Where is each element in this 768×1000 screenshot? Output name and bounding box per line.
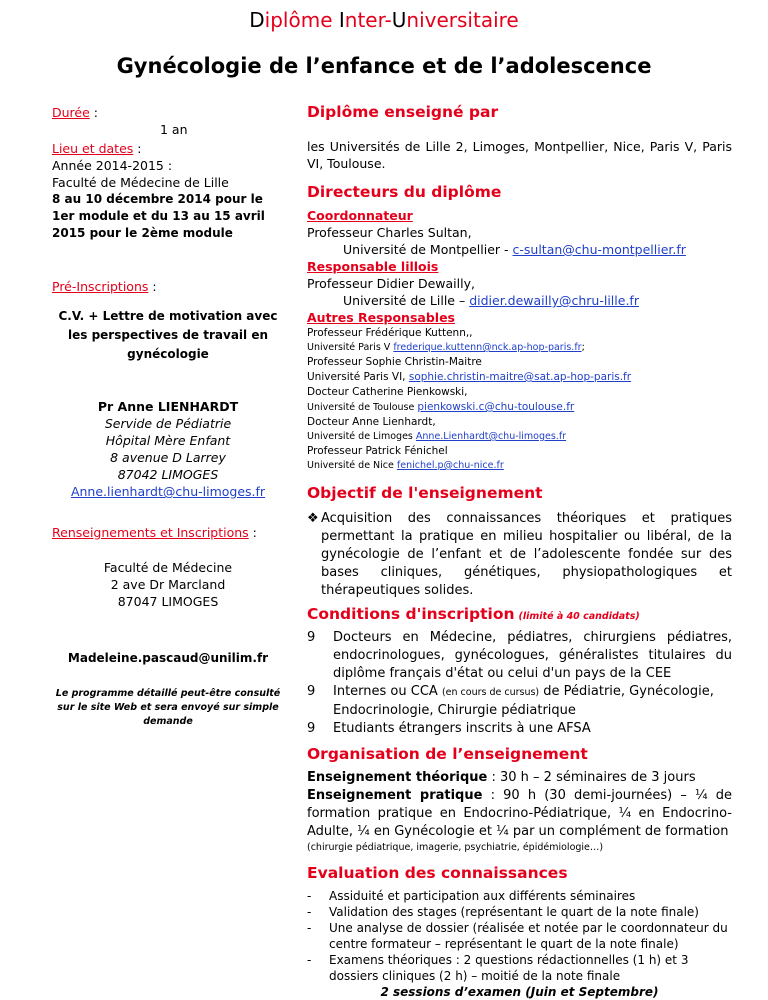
duree-colon: : <box>89 105 98 120</box>
eval-text: Validation des stages (représentant le quart de la note finale) <box>329 905 699 919</box>
ens-prat-label: Enseignement pratique <box>307 788 483 803</box>
organisation-title: Organisation de l’enseignement <box>307 745 588 763</box>
objectif-text: Acquisition des connaissances théoriques et pratiques permettant la pratique en milieu hospitalier ou libéral, de la gynécologie de l’enfant et de l’adolescente fondée sur des bases cliniques, génétiques, physiopathologiques et thérapeutiques solides. <box>321 511 732 598</box>
duree-section <box>52 104 284 121</box>
lieu-dates: 8 au 10 décembre 2014 pour le 1er module et du 13 au 15 avril 2015 pour le 2ème module <box>52 192 265 240</box>
duree-value: 1 an <box>160 122 188 137</box>
autre-univ-line <box>307 341 732 355</box>
condition-text-b: de Pédiatrie, Gynécologie, Endocrinologie, Chirurgie pédiatrique <box>333 684 714 718</box>
preinsc-label: Pré-Inscriptions <box>52 279 149 294</box>
contact-name: Pr Anne LIENHARDT <box>97 399 239 414</box>
autre-univ: Université de Nice <box>307 460 397 471</box>
program-note: Le programme détaillé peut-être consulté sur le site Web et sera envoyé sur simple demande <box>55 688 281 727</box>
header-part: iplôme <box>264 8 339 32</box>
ens-prat-note: (chirurgie pédiatrique, imagerie, psychiatrie, épidémiologie…) <box>307 842 604 853</box>
eval-text: Examens théoriques : 2 questions rédactionnelles (1 h) et 3 dossiers cliniques (2 h) – moitié de la note finale <box>329 953 689 983</box>
conditions-title: Conditions d'inscription <box>307 605 515 623</box>
dash-bullet: - <box>307 889 312 903</box>
autre-email-link[interactable]: sophie.christin-maitre@sat.ap-hop-paris.fr <box>408 371 632 383</box>
lieu-colon: : <box>133 141 142 156</box>
diploma-type-heading <box>0 8 768 32</box>
contact-line: Servide de Pédiatrie <box>104 416 232 431</box>
ens-prat-text: : 90 h (30 demi-journées) – ¼ de formation pratique en Endocrino-Pédiatrique, ¼ en Endocrino-Adulte, ¼ en Gynécologie et ¼ par un complément de formation <box>307 788 733 839</box>
condition-text <box>333 683 732 720</box>
organisation-body <box>307 769 732 855</box>
eval-item <box>307 888 732 904</box>
condition-item <box>307 683 732 720</box>
dash-bullet: - <box>307 905 312 919</box>
header-part: I <box>338 8 345 32</box>
coord-name: Professeur Charles Sultan, <box>307 225 472 240</box>
rens-line: Faculté de Médecine <box>103 560 233 575</box>
autre-name: Professeur Sophie Christin-Maitre <box>307 356 482 368</box>
eval-text: Assiduité et participation aux différents séminaires <box>329 889 636 903</box>
ens-prat <box>307 787 732 841</box>
header-part: nter- <box>344 8 392 32</box>
condition-text-small: (en cours de cursus) <box>441 687 540 698</box>
preinsc-text: C.V. + Lettre de motivation avec les perspectives de travail en gynécologie <box>58 309 278 361</box>
autres-label: Autres Responsables <box>307 310 455 325</box>
coord-email-link[interactable]: c-sultan@chu-montpellier.fr <box>512 242 686 257</box>
objectif-item <box>307 510 732 600</box>
evaluation-list <box>307 888 732 984</box>
resp-label: Responsable lillois <box>307 259 439 274</box>
eval-text: Une analyse de dossier (réalisée et notée par le coordonnateur du centre formateur – représentant le quart de la note finale) <box>329 921 728 951</box>
rens-colon: : <box>248 525 257 540</box>
coord-univ: Université de Montpellier - <box>343 242 513 257</box>
autre-email-link[interactable]: Anne.Lienhardt@chu-limoges.fr <box>415 431 567 442</box>
conditions-list <box>307 629 732 738</box>
eval-item <box>307 952 732 984</box>
duree-label: Durée <box>52 105 90 120</box>
sessions-note: 2 sessions d’examen (Juin et Septembre) <box>380 985 659 999</box>
check-bullet-icon: 9 <box>307 684 316 699</box>
header-part: U <box>391 8 407 32</box>
autre-univ-line <box>307 430 732 444</box>
coord-label: Coordonnateur <box>307 208 413 223</box>
eval-item <box>307 920 732 952</box>
autre-email-link[interactable]: fenichel.p@chu-nice.fr <box>396 460 504 471</box>
eval-item <box>307 904 732 920</box>
ens-theo <box>307 769 732 787</box>
dash-bullet: - <box>307 953 312 967</box>
autre-univ: Université Paris VI, <box>307 371 409 383</box>
autre-univ: Université Paris V <box>307 342 394 353</box>
ens-theo-text: : 30 h – 2 séminaires de 3 jours <box>487 770 696 785</box>
contact-email-link[interactable]: Anne.lienhardt@chu-limoges.fr <box>70 484 266 499</box>
autre-univ-line <box>307 459 732 473</box>
rens-line: 2 ave Dr Marcland <box>110 577 226 592</box>
lieu-section <box>52 140 284 157</box>
condition-text-a: Internes ou CCA <box>333 684 442 699</box>
page-title: Gynécologie de l’enfance et de l’adolescence <box>116 54 652 78</box>
right-column <box>307 104 732 1000</box>
autre-univ-line <box>307 370 732 385</box>
contact-line: 87042 LIMOGES <box>117 467 219 482</box>
lieu-year: Année 2014-2015 : <box>52 158 173 173</box>
autres-list <box>307 326 732 473</box>
condition-item <box>307 720 732 738</box>
autre-name: Professeur Frédérique Kuttenn,, <box>307 327 473 339</box>
header-part: niversitaire <box>406 8 519 32</box>
autre-name: Docteur Catherine Pienkowski, <box>307 386 468 398</box>
preinsc-section <box>52 278 284 295</box>
directeurs-title: Directeurs du diplôme <box>307 183 502 201</box>
dash-bullet: - <box>307 921 312 935</box>
lieu-place: Faculté de Médecine de Lille <box>52 175 229 190</box>
resp-name: Professeur Didier Dewailly, <box>307 276 475 291</box>
autre-univ: Université de Limoges <box>307 431 416 442</box>
check-bullet-icon: 9 <box>307 721 316 736</box>
preinsc-colon: : <box>148 279 157 294</box>
rens-label: Renseignements et Inscriptions <box>52 525 249 540</box>
autre-email-link[interactable]: frederique.kuttenn@nck.ap-hop-paris.fr <box>393 342 582 353</box>
contact-line: 8 avenue D Larrey <box>110 450 226 465</box>
ens-theo-label: Enseignement théorique <box>307 770 488 785</box>
diplome-title: Diplôme enseigné par <box>307 103 499 121</box>
autre-name: Professeur Patrick Fénichel <box>307 445 448 457</box>
autre-univ: Université de Toulouse <box>307 402 418 413</box>
header-part: D <box>249 8 265 32</box>
resp-email-link[interactable]: didier.dewailly@chru-lille.fr <box>469 293 639 308</box>
autre-name: Docteur Anne Lienhardt, <box>307 416 436 428</box>
autre-after: ; <box>581 342 585 353</box>
evaluation-title: Evaluation des connaissances <box>307 864 568 882</box>
conditions-note: (limité à 40 candidats) <box>518 611 640 622</box>
rens-line: 87047 LIMOGES <box>117 594 219 609</box>
left-column <box>52 104 284 729</box>
condition-text: Etudiants étrangers inscrits à une AFSA <box>333 721 591 736</box>
check-bullet-icon: 9 <box>307 630 316 645</box>
resp-line <box>307 292 732 309</box>
conditions-heading <box>307 606 732 625</box>
objectif-title: Objectif de l'enseignement <box>307 484 543 502</box>
rens-email: Madeleine.pascaud@unilim.fr <box>67 651 269 665</box>
diamond-bullet-icon: ❖ <box>307 511 319 526</box>
autre-univ-line <box>307 400 732 415</box>
coord-line <box>307 241 732 258</box>
contact-line: Hôpital Mère Enfant <box>105 433 231 448</box>
condition-text: Docteurs en Médecine, pédiatres, chirurgiens pédiatres, endocrinologues, gynécologues, généralistes titulaires du diplôme français d'état ou celui d'un pays de la CEE <box>333 630 732 681</box>
diplome-text: les Universités de Lille 2, Limoges, Montpellier, Nice, Paris V, Paris VI, Toulouse. <box>307 139 732 171</box>
autre-email-link[interactable]: pienkowski.c@chu-toulouse.fr <box>417 401 575 413</box>
condition-item <box>307 629 732 683</box>
rens-section <box>52 524 284 541</box>
resp-univ: Université de Lille – <box>343 293 470 308</box>
lieu-label: Lieu et dates <box>52 141 134 156</box>
